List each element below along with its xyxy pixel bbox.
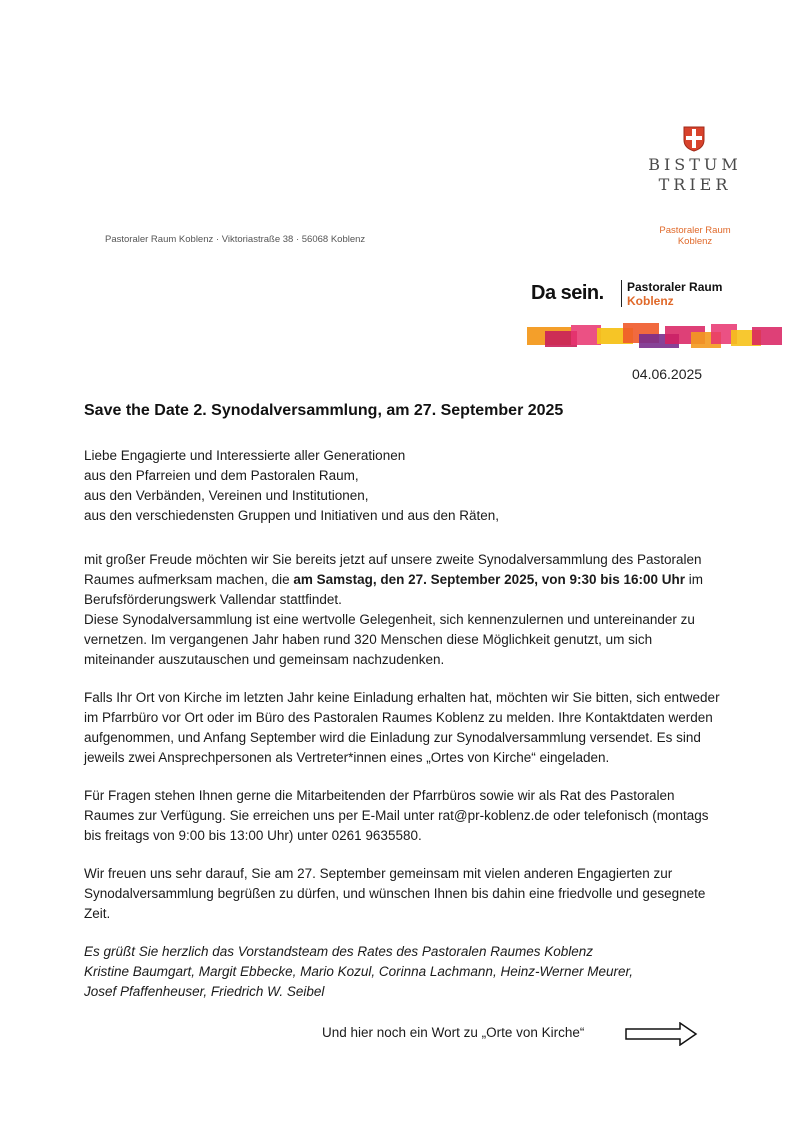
- greeting-line: Liebe Engagierte und Interessierte aller Generationen: [84, 448, 406, 463]
- logo-divider: [621, 280, 622, 307]
- da-sein-logo-text: Da sein.: [531, 282, 604, 304]
- trier-logo-text: TRIER: [658, 175, 732, 194]
- paragraph-closing: Wir freuen uns sehr darauf, Sie am 27. September gemeinsam mit vielen anderen Engagierten zur Synodalversammlung begrüßen zu dürfen, und wünschen Ihnen bis dahin eine friedvolle und gesegnete Zeit.: [84, 866, 706, 921]
- signature-names: Josef Pfaffenheuser, Friedrich W. Seibel: [84, 984, 325, 999]
- sender-address: Pastoraler Raum Koblenz · Viktoriastraße 38 · 56068 Koblenz: [105, 234, 366, 245]
- greeting-line: aus den Pfarreien und dem Pastoralen Raum,: [84, 468, 359, 483]
- signature-names: Kristine Baumgart, Margit Ebbecke, Mario Kozul, Corinna Lachmann, Heinz-Werner Meurer,: [84, 964, 633, 979]
- color-band-graphic: [527, 322, 782, 350]
- paragraph-opportunity: Diese Synodalversammlung ist eine wertvolle Gelegenheit, sich kennenzulernen und untereinander zu vernetzen. Im vergangenen Jahr haben rund 320 Menschen diese Möglichkeit genutzt, um sich miteinander auszutauschen und gemeinsam nachzudenken.: [84, 612, 695, 667]
- paragraph-invitation: [84, 550, 724, 610]
- closing-note: Und hier noch ein Wort zu „Orte von Kirche“: [322, 1025, 585, 1040]
- logo-koblenz: Koblenz: [627, 294, 674, 308]
- greeting-line: aus den Verbänden, Vereinen und Institutionen,: [84, 488, 369, 503]
- bistum-logo-text: BISTUM: [648, 155, 742, 174]
- pastoral-raum-label: Pastoraler Raum: [659, 225, 731, 236]
- bistum-shield-icon: [683, 126, 705, 152]
- greeting-line: aus den verschiedensten Gruppen und Initiativen und aus den Räten,: [84, 508, 500, 523]
- paragraph-text: im Berufsförderungswerk Vallendar stattfindet.: [84, 572, 704, 607]
- paragraph-text: mit großer Freude möchten wir Sie bereits jetzt auf unsere zweite Synodalversammlung des Pastoralen Raumes aufmerksam machen, die: [84, 552, 702, 587]
- pastoral-raum-city: Koblenz: [677, 236, 713, 247]
- paragraph-contact: Für Fragen stehen Ihnen gerne die Mitarbeitenden der Pfarrbüros sowie wir als Rat des Pastoralen Raumes zur Verfügung. Sie erreichen uns per E-Mail unter rat@pr-koblenz.de oder telefonisch (montags bis freitags von 9:00 bis 13:00 Uhr) unter 0261 9635580.: [84, 788, 709, 843]
- letter-title: Save the Date 2. Synodalversammlung, am 27. September 2025: [84, 402, 564, 419]
- paragraph-registration: Falls Ihr Ort von Kirche im letzten Jahr keine Einladung erhalten hat, möchten wir Sie bitten, sich entweder im Pfarrbüro vor Ort oder im Büro des Pastoralen Raumes Koblenz zu melden. Ihre Kontaktdaten werden aufgenommen, und Anfang September wird die Einladung zur Synodalversammlung versendet. Es sind jeweils zwei Ansprechpersonen als Vertreter*innen eines „Ortes von Kirche“ eingeladen.: [84, 690, 720, 765]
- letter-body: [84, 446, 724, 1002]
- logo-pastoraler-raum: Pastoraler Raum: [627, 280, 723, 294]
- signature-line: Es grüßt Sie herzlich das Vorstandsteam des Rates des Pastoralen Raumes Koblenz: [84, 944, 594, 959]
- event-date-bold: am Samstag, den 27. September 2025, von 9:30 bis 16:00 Uhr: [293, 572, 686, 587]
- right-arrow-icon: [624, 1022, 698, 1046]
- letter-date: 04.06.2025: [632, 366, 703, 382]
